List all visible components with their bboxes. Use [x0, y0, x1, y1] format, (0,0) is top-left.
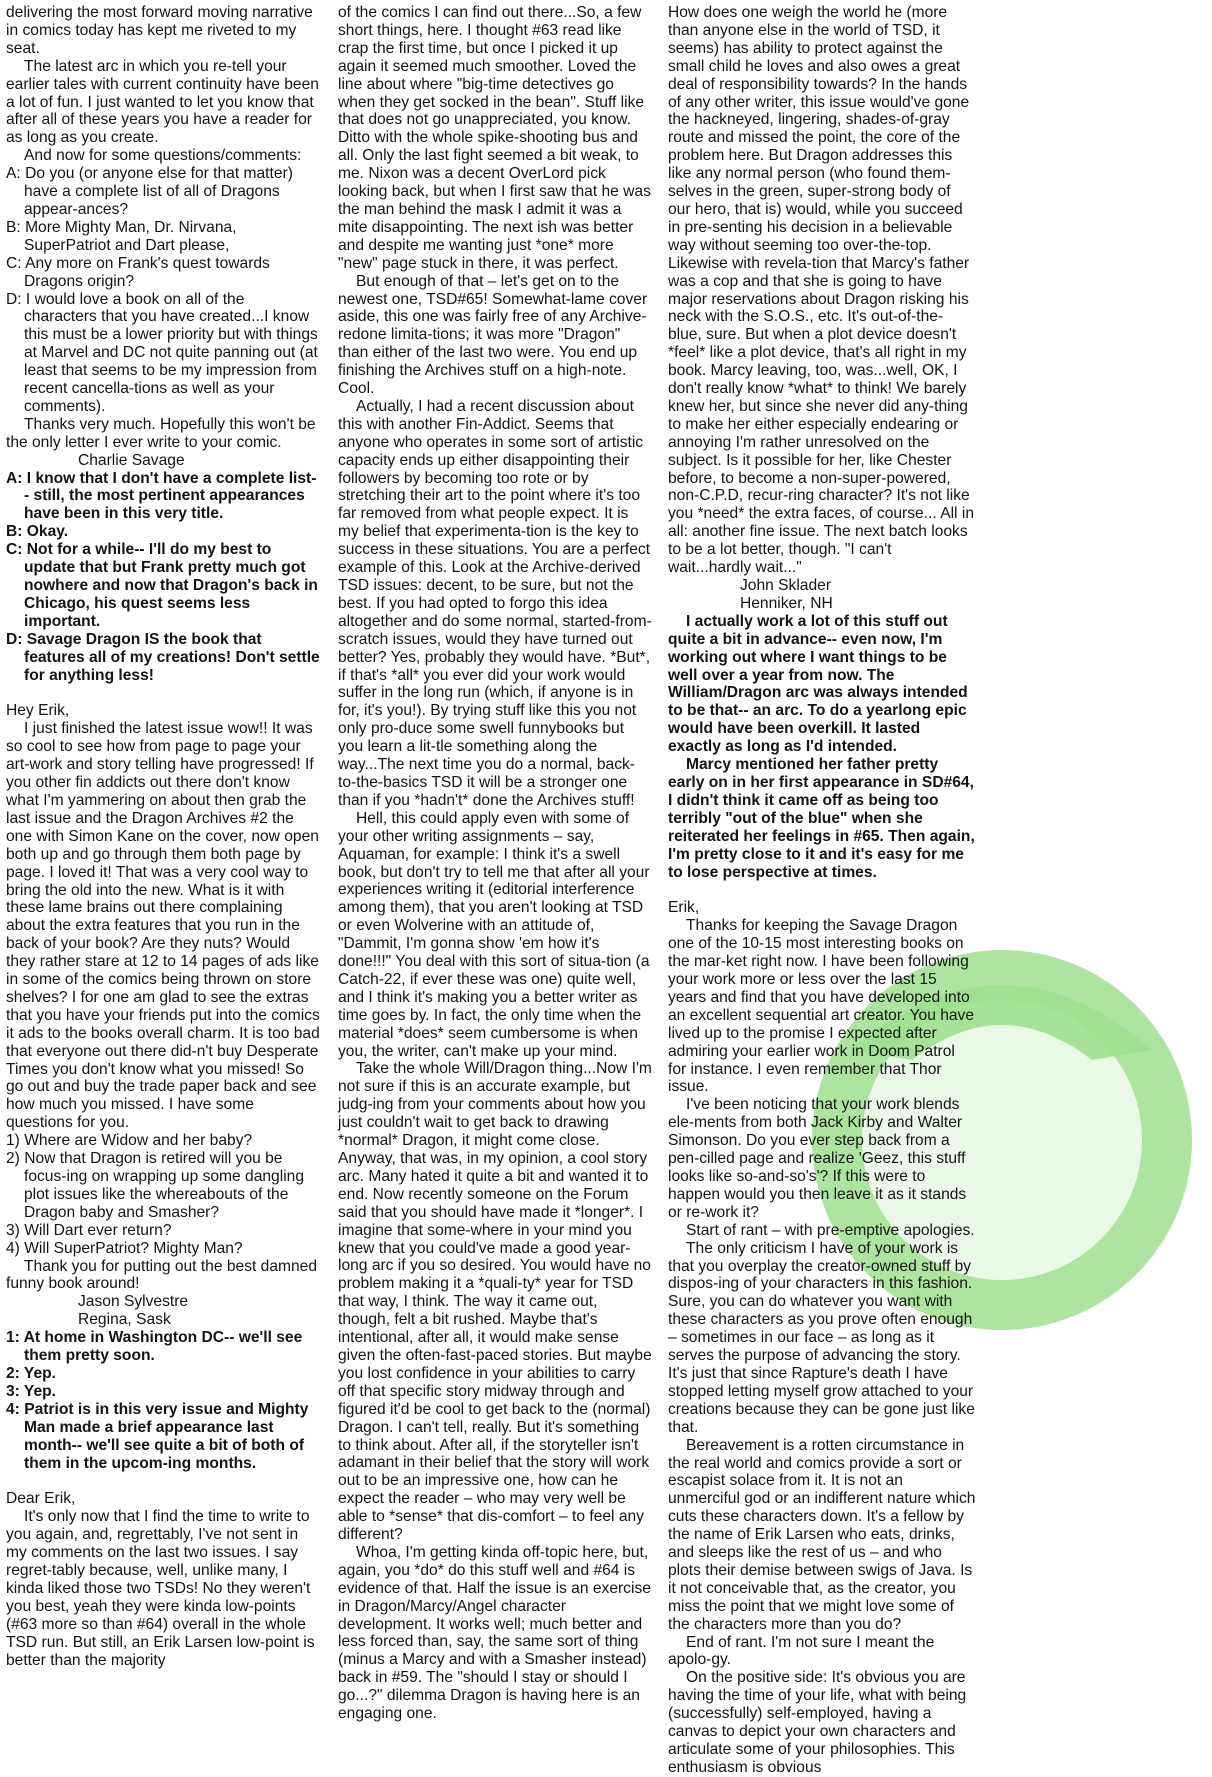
letter-paragraph: Take the whole Will/Dragon thing...Now I'm not sure if this is an accurate example, but judg-ing from your comments about how you just couldn't wait to get back to drawing *normal* Dragon, it might come close. Anyway, that was, in my opinion, a cool story arc. Many hated it quite a bit and wanted it to end. Now recently someone on the Forum said that you should have made it *longer*. I imagine that some-where in your mind you knew that you could've made a good year-long arc if you so desired. You would have no problem making it a *quali-ty* year for TSD that way, I think. The way it came out, though, felt a bit rushed. Maybe that's intentional, after all, it would make sense given the often-fast-paced stories. But maybe you lost confidence in your abilities to carry off that specific story midway through and figured it'd be cool to get back to the (normal) Dragon. I can't tell, really. But it's something to think about. After all, if the storyteller isn't adamant in their belief that the story will work out to be an impressive one, how can he expect the reader – who may very well be able to *sense* that dis-comfort – to feel any different? [338, 1060, 652, 1544]
list-item: 4) Will SuperPatriot? Mighty Man? [6, 1239, 243, 1257]
list-item: C: Any more on Frank's quest towards Dragons origin? [6, 254, 270, 290]
letter-paragraph: End of rant. I'm not sure I meant the apolo-gy. [668, 1633, 935, 1669]
editor-reply: 1: At home in Washington DC-- we'll see them pretty soon. [6, 1329, 303, 1365]
section-spacer [6, 684, 320, 702]
letter-paragraph: It's only now that I find the time to write to you again, and, regrettably, I've not sent in my comments on the last two issues. I say regret-tably because, well, unlike many, I kinda liked those two TSDs! No they weren't you best, yeah they were kinda low-points (#63 more so than #64) overall in the whole TSD run. But still, an Erik Larsen low-point is better than the majority [6, 1508, 315, 1669]
editor-reply: 4: Patriot is in this very issue and Mighty Man made a brief appearance last month-- we'll see quite a bit of both of them in the upcom-ing months. [6, 1400, 309, 1472]
letter-signature: Regina, Sask [78, 1311, 171, 1329]
letter-paragraph: Hell, this could apply even with some of your other writing assignments – say, Aquaman, for example: I think it's a swell book, but don't try to tell me that after all your experiences writing it (editorial interference among them), that you aren't looking at TSD or even Wolverine with an attitude of, "Dammit, I'm gonna show 'em how it's done!!!" You deal with this sort of situa-tion (a Catch-22, if ever these was one) quite well, and I think it's making you a better writer as time goes by. In fact, the only time when the material *does* seem cumbersome is when you, the writer, can't make up your mind. [338, 809, 650, 1060]
letter-paragraph: And now for some questions/comments: [24, 147, 302, 165]
letter-paragraph: On the positive side: It's obvious you are having the time of your life, what with being (successfully) self-employed, having a canvas to depict your own characters and articulate some of your philosophies. This enthusiasm is obvious [668, 1669, 967, 1776]
editor-reply: 2: Yep. [6, 1364, 56, 1382]
letter-paragraph: The only criticism I have of your work is that you overplay the creator-owned stuff by dispos-ing of your characters in this fashion. Sure, you can do whatever you want with these characters as you prove often enough – sometimes in our face – as long as it serves the purpose of advancing the story. It's just that since Rapture's death I have stopped letting myself grow attached to your creations because they can be gone just like that. [668, 1239, 975, 1436]
column-right [668, 4, 976, 1776]
editor-reply: C: Not for a while-- I'll do my best to update that but Frank pretty much got nowhere and now that Dragon's back in Chicago, his quest seems less important. [6, 541, 318, 630]
letter-paragraph: Bereavement is a rotten circumstance in the real world and comics provide a sort or escapist solace from it. It is not an unmerciful god or an indifferent nature which cuts these characters down. It's a fellow by the name of Erik Larsen who eats, drinks, and sleeps like the rest of us – and who plots their demise between swigs of Java. Is it not conceivable that, as the creator, you miss the point that we might love some of the characters more than you do? [668, 1436, 976, 1633]
letter-paragraph: I just finished the latest issue wow!! It was so cool to see how from page to page your art-work and story telling have progressed! If you other fin addicts out there don't know what I'm yammering on about then grab the last issue and the Dragon Archives #2 the one with Simon Kane on the cover, now open both up and go through them both page by page. I loved it! That was a very cool way to bring the old into the new. What is it with these lame brains out there complaining about the extra features that you run in the back of your book? Are they nuts? Would they rather stare at 12 to 14 pages of ads like in some of the comics being thrown on store shelves? I for one am glad to see the extras that you have your friends put into the comics it ads to the books overall charm. It is too bad that everyone out there did-n't buy Desperate Times you don't know what you missed! So go out and buy the trade paper back and see how much you missed. I have some questions for you. [6, 720, 320, 1132]
letter-paragraph: Thank you for putting out the best damned funny book around! [6, 1257, 318, 1293]
letter-paragraph: delivering the most forward moving narrative in comics today has kept me riveted to my seat. [6, 4, 313, 57]
letter-signature: Henniker, NH [740, 594, 833, 612]
editor-reply: D: Savage Dragon IS the book that features all of my creations! Don't settle for anything less! [6, 630, 320, 684]
list-item: 1) Where are Widow and her baby? [6, 1132, 253, 1150]
editor-reply: 3: Yep. [6, 1382, 56, 1400]
letter-paragraph: Hey Erik, [6, 702, 70, 720]
column-left [6, 4, 320, 1669]
list-item: B: More Mighty Man, Dr. Nirvana, SuperPatriot and Dart please, [6, 218, 237, 254]
letter-paragraph: Actually, I had a recent discussion about this with another Fin-Addict. Seems that anyone who operates in some sort of artistic capacity ends up either disappointing their followers by becoming too rote or by stretching their art to the point where it's too far removed from what people expect. It is my belief that experimenta-tion is the key to success in these situations. You are a perfect example of this. Look at the Archive-derived TSD issues: decent, to be sure, but not the best. If you had opted to forgo this idea altogether and do some normal, started-from-scratch issues, would they have turned out better? Yes, probably they would have. *But*, if that's *all* you ever did your work would suffer in the long run (which, if anyone is in for, it's you!). By trying stuff like this you not only pro-duce some swell funnybooks but you learn a lit-tle something along the way...The next time you do a normal, back-to-the-basics TSD it will be a stronger one than if you *hadn't* done the Archives stuff! [338, 397, 652, 809]
letter-paragraph: Thanks for keeping the Savage Dragon one of the 10-15 most interesting books on the mar-ket right now. I have been following your work more or less over the last 15 years and find that you have developed into an excellent sequential art creator. You have lived up to the promise I expected after admiring your earlier work in Doom Patrol for instance. I even remember that Thor issue. [668, 917, 975, 1096]
letter-paragraph: Erik, [668, 899, 700, 917]
list-item: A: Do you (or anyone else for that matter) have a complete list of all of Dragons appear-ances? [6, 165, 293, 218]
letter-paragraph: Thanks very much. Hopefully this won't be the only letter I ever write to your comic. [6, 415, 316, 451]
letter-signature: Charlie Savage [78, 451, 185, 469]
list-item: 3) Will Dart ever return? [6, 1221, 172, 1239]
section-spacer [6, 1472, 320, 1490]
section-spacer [668, 881, 976, 899]
list-item: D: I would love a book on all of the characters that you have created...I know this must be a lower priority but with things at Marvel and DC not quite panning out (at least that seems to be my impression from recent cancella-tions as well as your comments). [6, 290, 318, 415]
letter-paragraph: But enough of that – let's get on to the newest one, TSD#65! Somewhat-lame cover aside, this one was fairly free of any Archive-redone limita-tions; it was more "Dragon" than either of the last two were. You end up finishing the Archives stuff on a high-note. Cool. [338, 272, 648, 398]
letter-paragraph: Start of rant – with pre-emptive apologies. [686, 1221, 975, 1239]
letter-paragraph: The latest arc in which you re-tell your earlier tales with current continuity have been a lot of fun. I just wanted to let you know that after all of these years you have a reader for as long as you create. [6, 57, 319, 147]
editor-reply: A: I know that I don't have a complete list-- still, the most pertinent appearances have been in this very title. [6, 469, 317, 523]
letter-signature: John Sklader [740, 577, 832, 594]
letter-signature: Jason Sylvestre [78, 1293, 189, 1311]
letter-paragraph: Dear Erik, [6, 1490, 76, 1508]
list-item: 2) Now that Dragon is retired will you be focus-ing on wrapping up some dangling plot issues like the whereabouts of the Dragon baby and Smasher? [6, 1150, 305, 1221]
editor-reply: B: Okay. [6, 523, 69, 541]
column-middle [338, 4, 652, 1723]
letter-paragraph: How does one weigh the world he (more than anyone else in the world of TSD, it seems) has ability to protect against the small child he loves and also owes a great deal of responsibility towards? In the hands of any other writer, this issue would've gone the hackneyed, lingering, shades-of-gray route and missed the point, the core of the problem here. But Dragon addresses this like any normal person (who found them-selves in the green, super-strong body of our hero, that is) would, while you succeed in pre-senting his decision in a believable way without seeming too over-the-top. Likewise with revela-tion that Marcy's father was a cop and that she is going to have major reservations about Dragon risking his neck with the S.O.S., etc. It's out-of-the-blue, sure. But when a plot device doesn't *feel* like a plot device, that's all right in my book. Marcy leaving, too, was...well, OK, I don't really know *what* to think! We barely knew her, but since she never did any-thing to make her either especially endearing or annoying I'm rather unresolved on the subject. Is it possible for her, like Chester before, to become a non-super-powered, non-C.P.D, recur-ring character? It's not like you *need* the extra faces, of course... All in all: another fine issue. The next batch looks to be a lot better, though. "I can't wait...hardly wait..." [668, 4, 974, 577]
editor-reply: Marcy mentioned her father pretty early on in her first appearance in SD#64, I didn't think it came off as being too terribly "out of the blue" when she reiterated her feelings in #65. Then again, I'm pretty close to it and it's easy for me to lose perspective at times. [668, 756, 975, 881]
letter-paragraph: I've been noticing that your work blends ele-ments from both Jack Kirby and Walter Simonson. Do you ever step back from a pen-cilled page and realize 'Geez, this stuff looks like so-and-so's'? If this were to happen would you then leave it as it stands or re-work it? [668, 1096, 967, 1221]
editor-reply: I actually work a lot of this stuff out quite a bit in advance-- even now, I'm working out where I want things to be well over a year from now. The William/Dragon arc was always intended to be that-- an arc. To do a yearlong epic would have been overkill. It lasted exactly as long as I'd intended. [668, 612, 968, 756]
letter-paragraph: of the comics I can find out there...So, a few short things, here. I thought #63 read like crap the first time, but once I picked it up again it seemed much smoother. Loved the line about where "big-time detectives go when they get socked in the bean". Stuff like that does not go unappreciated, you know. Ditto with the whole spike-shooting bus and all. Only the last fight seemed a bit weak, to me. Nixon was a decent OverLord pick looking back, but when I first saw that he was the man behind the mask I admit it was a mite disappointing. The next ish was better and despite me wanting just *one* more "new" page stuck in there, it was perfect. [338, 4, 651, 272]
letter-paragraph: Whoa, I'm getting kinda off-topic here, but, again, you *do* do this stuff well and #64 is evidence of that. Half the issue is an exercise in Dragon/Marcy/Angel character development. It works well; much better and less forced than, say, the same sort of thing (minus a Marcy and with a Smasher instead) back in #59. The "should I stay or should I go...?" dilemma Dragon is having here is an engaging one. [338, 1543, 651, 1723]
